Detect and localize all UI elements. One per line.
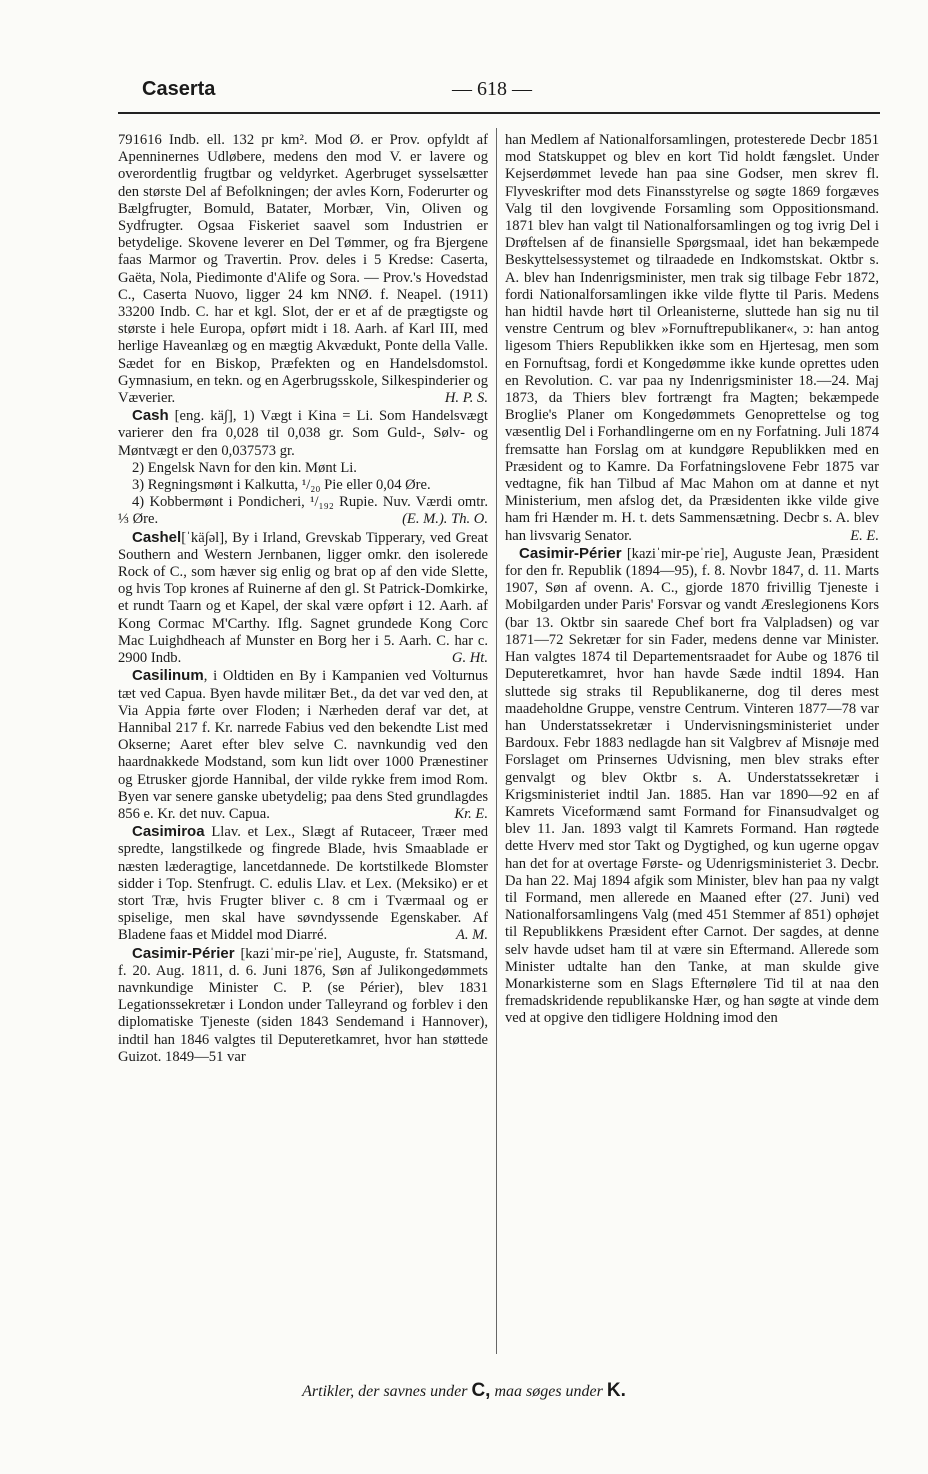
header-rule (118, 112, 880, 114)
footer-letter-k: K. (606, 1380, 626, 1401)
entry-text: [ˈkä∫əl], By i Irland, Grevskab Tipperary, ved Great Southern and Western Jernbanen, ligger omkr. den isolerede Rock of C., som hæver sig enlig og brat op af den vide Slette, og hvis Top krones af Ruinerne af den gl. St Patrick-Domkirke, et rundt Taarn og et Kapel, der skal være opført i 12. Aarh. af Kong Cormac M'Carthy. Iflg. Sagnet grundede Kong Corc Mac Luighdheach af Munster en Borg her i 5. Aarh. C. har c. 2900 Indb. (118, 529, 488, 667)
column-divider (496, 128, 497, 1354)
author-signature: G. Ht. (451, 650, 488, 667)
entry-text: Llav. et Lex., Slægt af Rutaceer, Træer med spredte, langstilkede og fingrede Blade, hvis Smaablade er næsten læderagtige, lancetdannede. De kortstilkede Blomster sidder i Top. Stenfrugt. C. edulis Llav. et Lex. (Meksiko) er et stort Træ, hvis Frugter bliver c. 8 cm i Tværmaal og er spiselige, men skal have søvndyssende Egenskaber. Af Bladene faas et Middel mod Diarré. (118, 824, 488, 944)
author-signature: Kr. E. (454, 805, 488, 822)
entry-text: [kaziˈmir-peˈrie], Auguste, fr. Statsmand, f. 20. Aug. 1811, d. 6. Juni 1876, Søn af Julikongedømmets navnkundige Minister C. P. (se Périer), blev 1831 Legationssekretær i London under Talleyrand og forblev i den diplomatiske Tjeneste (siden 1843 Sendemand i Hannover), indtil han 1846 valgtes til Deputeretkamret, hvor han støttede Guizot. 1849—51 var (118, 945, 488, 1065)
running-header (142, 78, 876, 108)
entry-text: [kaziˈmir-peˈrie], Auguste Jean, Præsident for den fr. Republik (1894—95), f. 8. Novbr 1847, d. 11. Marts 1907, Søn af ovenn. A. C., gjorde 1870 frivillig Tjeneste i Mobilgarden under Paris' Forsvar og vandt Æreslegionens Kors (bar 13. Oktbr sin saarede Chef bort fra Valpladsen) og var 1871—72 Sekretær for sin Fader, medens denne var Minister. Han valgtes 1874 til Departementsraadet for Aube og 1876 til Deputeretkamret, hvor han havde Sæde indtil 1894. Han sluttede sig straks til Republikanerne, dog til deres mest maadeholdne Gruppe, venstre Centrum. Vinteren 1877—78 var han Understatssekretær i Undervisningsministeriet under Bardoux. Febr 1883 nedlagde han sit Valgbrev af Misnøje med Forslaget om Prinsernes Udvisning, men blev straks efter genvalgt og blev Oktbr s. A. Understatssekretær i Krigsministeriet indtil Jan. 1885. Han var 1890—92 en af Kamrets Viceformænd samt Formand for Finansudvalget og blev 11. Jan. 1893 valgt til Kamrets Formand. Han røgtede dette Hverv med stor Takt og Dygtighed, og kun ugerne opgav han det for at overtage Første- og Udenrigsministeriet 3. Decbr. Da han 22. Maj 1894 afgik som Minister, blev han paa ny valgt til Formand, men allerede en Maaned efter (27. Juni) ved Nationalforsamlingens Valg (med 451 Stemmer af 851) ophøjet til Republikkens Præsident efter Carnot. Der sagdes, at denne selv havde udset ham til at være sin Eftermand. Allerede som Minister udtalte han den Tanke, at man skulde give Monarkisterne som en Slags Efternølere Tid til at naa den fremadskridende republikanske Hær, og han søgte at vinde dem ved at opgive den tidligere Holdning imod den (505, 545, 879, 1027)
left-column (118, 132, 488, 1066)
entry-cash-sense-3: 3) Regningsmønt i Kalkutta, ¹/₂₀ Pie eller 0,04 Øre. (132, 477, 431, 494)
footer-text: maa søges under (490, 1383, 607, 1400)
entry-casimir-perier-jean (505, 545, 879, 1028)
headword: Cashel (132, 528, 182, 546)
footer-letter-c: C, (471, 1380, 491, 1401)
headword: Casilinum (132, 667, 204, 685)
continued-entry (505, 132, 879, 545)
author-signature: E. E. (850, 527, 879, 544)
author-signature: A. M. (455, 927, 488, 944)
entry-casimir-perier-auguste (118, 945, 488, 1066)
author-signature: (E. M.). Th. O. (402, 511, 488, 528)
running-head-title: Caserta (142, 78, 216, 100)
headword: Casimir-Périer (132, 944, 235, 962)
footer-text: Artikler, der savnes under (302, 1383, 472, 1400)
continued-entry (118, 132, 488, 407)
entry-casimiroa (118, 823, 488, 944)
headword: Cash (132, 407, 169, 425)
right-column (505, 132, 879, 1028)
entry-text: 791616 Indb. ell. 132 pr km². Mod Ø. er Prov. opfyldt af Apenninernes Udløbere, medens den mod V. er lavere og overordentlig frugtbar og veldyrket. Agerbruget sysselsætter den største Del af Befolkningen; der avles Korn, Foderurter og Bælgfrugter, Bomuld, Batater, Morbær, Vin, Oliven og Sydfrugter. Ogsaa Fiskeriet saavel som Industrien er betydelige. Skovene leverer en Del Tømmer, og fra Bjergene faas Marmor og Travertin. Prov. deles i 5 Kredse: Caserta, Gaëta, Nola, Piedimonte d'Alife og Sora. — Prov.'s Hovedstad C., Caserta Nuovo, ligger 24 km NNØ. f. Neapel. (1911) 33200 Indb. C. har et kgl. Slot, der er et af de prægtigste og største i hele Europa, opført midt i 18. Aarh. af Karl III, med herlige Haveanlæg og en mægtig Akvædukt, Ponte della Valle. Sædet for en Biskop, Præfekten og en Handelsdomstol. Gymnasium, en tekn. og en Agerbrugsskole, Silkespinderier og Væverier. (118, 132, 488, 407)
entry-cashel (118, 529, 488, 668)
entry-text: 4) Kobbermønt i Pondicheri, ¹/₁₉₂ Rupie. Nuv. Værdi omtr. ⅓ Øre. (118, 494, 488, 528)
headword: Casimir-Périer (519, 544, 622, 562)
page-number: — 618 — (452, 78, 532, 100)
entry-text: han Medlem af Nationalforsamlingen, protesterede Decbr 1851 mod Statskuppet og blev en kort Tid holdt fængslet. Under Kejserdømmet levede han paa sine Godser, men skrev fl. Flyveskrifter mod dets Finansstyrelse og søgte 1869 forgæves Valg til den lovgivende Forsamling som Oppositionsmand. 1871 blev han valgt til Nationalforsamlingen og tog ivrig Del i Drøftelsen af de finansielle Spørgsmaal, idet han bekæmpede Beskyttelsessystemet og tilraadede en Indkomstskat. Oktbr s. A. blev han Indenrigsminister, men trak sig tilbage Febr 1872, fordi Nationalforsamlingen ikke vilde flytte til Paris. Medens han hidtil havde hørt til Orleanisterne, sluttede han sig nu til venstre Centrum og blev »Fornuftrepublikaner«, ɔ: han antog ligesom Thiers Republikken ikke som en Hjertesag, men som en Fornuftsag, fordi et Kongedømme ikke kunde oprettes uden en Revolution. C. var paa ny Indenrigsminister 18.—24. Maj 1873, da Thiers blev fortrængt fra Magten; bekæmpede Broglie's Planer om Kongedømmets Genoprettelse og tog væsentlig Del i Forhandlingerne om en ny Forfatning. Juli 1874 fremsatte han Forslag om at kundgøre Republikken med en Præsident og to Kamre. Da Forfatningslovene Febr 1875 var vedtagne, fik han Tilbud af Mac Mahon om at danne et nyt Ministerium, men afslog det, da Præsidenten ikke vilde give ham fri Hænder m. H. t. dets Sammensætning. Decbr s. A. blev han livsvarig Senator. (505, 132, 879, 544)
footer-note (0, 1380, 928, 1402)
author-signature: H. P. S. (444, 390, 488, 407)
entry-text: , i Oldtiden en By i Kampanien ved Volturnus tæt ved Capua. Byen havde militær Bet., da det var ved den, at Via Appia førte over Floden; i Nærheden deraf var det, at Hannibal 217 f. Kr. narrede Fabius ved den bekendte List med Okserne; Aaret efter blev selve C. navnkundig ved den haardnakkede Modstand, som kun lidt over 1000 Prænestiner og Etrusker gjorde Hannibal, der vilde rykke frem imod Rom. Byen var senere ganske ubetydelig; paa dens Sted grundlagdes 856 e. Kr. det nuv. Capua. (118, 668, 488, 822)
entry-cash (118, 407, 488, 460)
headword: Casimiroa (132, 823, 205, 841)
entry-casilinum (118, 667, 488, 823)
entry-cash-sense-2: 2) Engelsk Navn for den kin. Mønt Li. (132, 459, 357, 476)
entry-cash-sense-4 (118, 494, 488, 528)
entry-text: [eng. kä∫], 1) Vægt i Kina = Li. Som Handelsvægt varierer den fra 0,028 til 0,038 gr. Som Guld-, Sølv- og Møntvægt er den 0,037573 gr. (118, 408, 488, 459)
